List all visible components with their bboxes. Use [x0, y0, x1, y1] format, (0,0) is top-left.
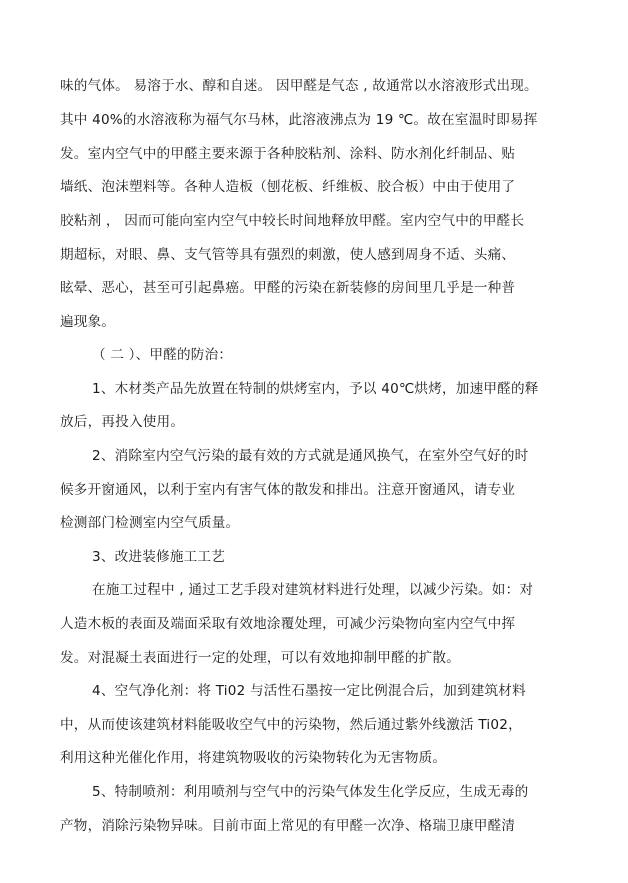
text-line-14: 检测部门检测室内空气质量。	[60, 515, 240, 531]
text-line-1: 味的气体。 易溶于水、醇和自迷。 因甲醛是气态 , 故通常以水溶液形式出现。	[60, 78, 538, 94]
text-line-21: 利用这种光催化作用，将建筑物吸收的污染物转化为无害物质。	[60, 750, 447, 766]
text-line-17: 人造木板的表面及端面采取有效地涂覆处理，可减少污染物向室内空气中挥	[60, 616, 516, 632]
text-line-13: 候多开窗通风，以利于室内有害气体的散发和排出。注意开窗通风，请专业	[60, 482, 516, 498]
text-line-3: 发。室内空气中的甲醛主要来源于各种胶粘剂、涂料、防水剂化纤制品、贴	[60, 146, 516, 162]
subsection-heading: 3、改进装修施工工艺	[92, 549, 225, 565]
text-line-5: 胶粘剂 ， 因而可能向室内空气中较长时间地释放甲醛。室内空气中的甲醛长	[60, 213, 525, 229]
text-line-11: 放后，再投入使用。	[60, 414, 185, 430]
text-line-10: 1、木材类产品先放置在特制的烘烤室内，予以 40℃烘烤，加速甲醛的释	[92, 381, 539, 397]
text-line-4: 墙纸、泡沫塑料等。各种人造板（刨花板、纤维板、胶合板）中由于使用了	[60, 179, 516, 195]
text-line-8: 遍现象。	[60, 314, 116, 330]
section-heading: （ 二 ）、甲醛的防治：	[92, 347, 233, 363]
text-line-7: 眩晕、恶心，甚至可引起鼻癌。甲醛的污染在新装修的房间里几乎是一种普	[60, 280, 516, 296]
text-line-12: 2、消除室内空气污染的最有效的方式就是通风换气，在室外空气好的时	[92, 448, 529, 464]
text-line-19: 4、空气净化剂：将 Ti02 与活性石墨按一定比例混合后，加到建筑材料	[92, 683, 526, 699]
text-line-20: 中，从而使该建筑材料能吸收空气中的污染物，然后通过紫外线激活 Ti02，	[60, 717, 522, 733]
text-line-6: 期超标，对眼、鼻、支气管等具有强烈的刺激，使人感到周身不适、头痛、	[60, 247, 516, 263]
text-line-16: 在施工过程中 , 通过工艺手段对建筑材料进行处理，以减少污染。如：对	[92, 582, 534, 598]
text-line-2: 其中 40%的水溶液称为福气尔马林，此溶液沸点为 19 ℃。故在室温时即易挥	[60, 112, 538, 128]
text-line-18: 发。对混凝土表面进行一定的处理，可以有效地抑制甲醛的扩散。	[60, 650, 461, 666]
text-line-23: 产物，消除污染物异味。目前市面上常见的有甲醛一次净、格瑞卫康甲醛清	[60, 818, 516, 834]
text-line-22: 5、特制喷剂：利用喷剂与空气中的污染气体发生化学反应，生成无毒的	[92, 784, 529, 800]
